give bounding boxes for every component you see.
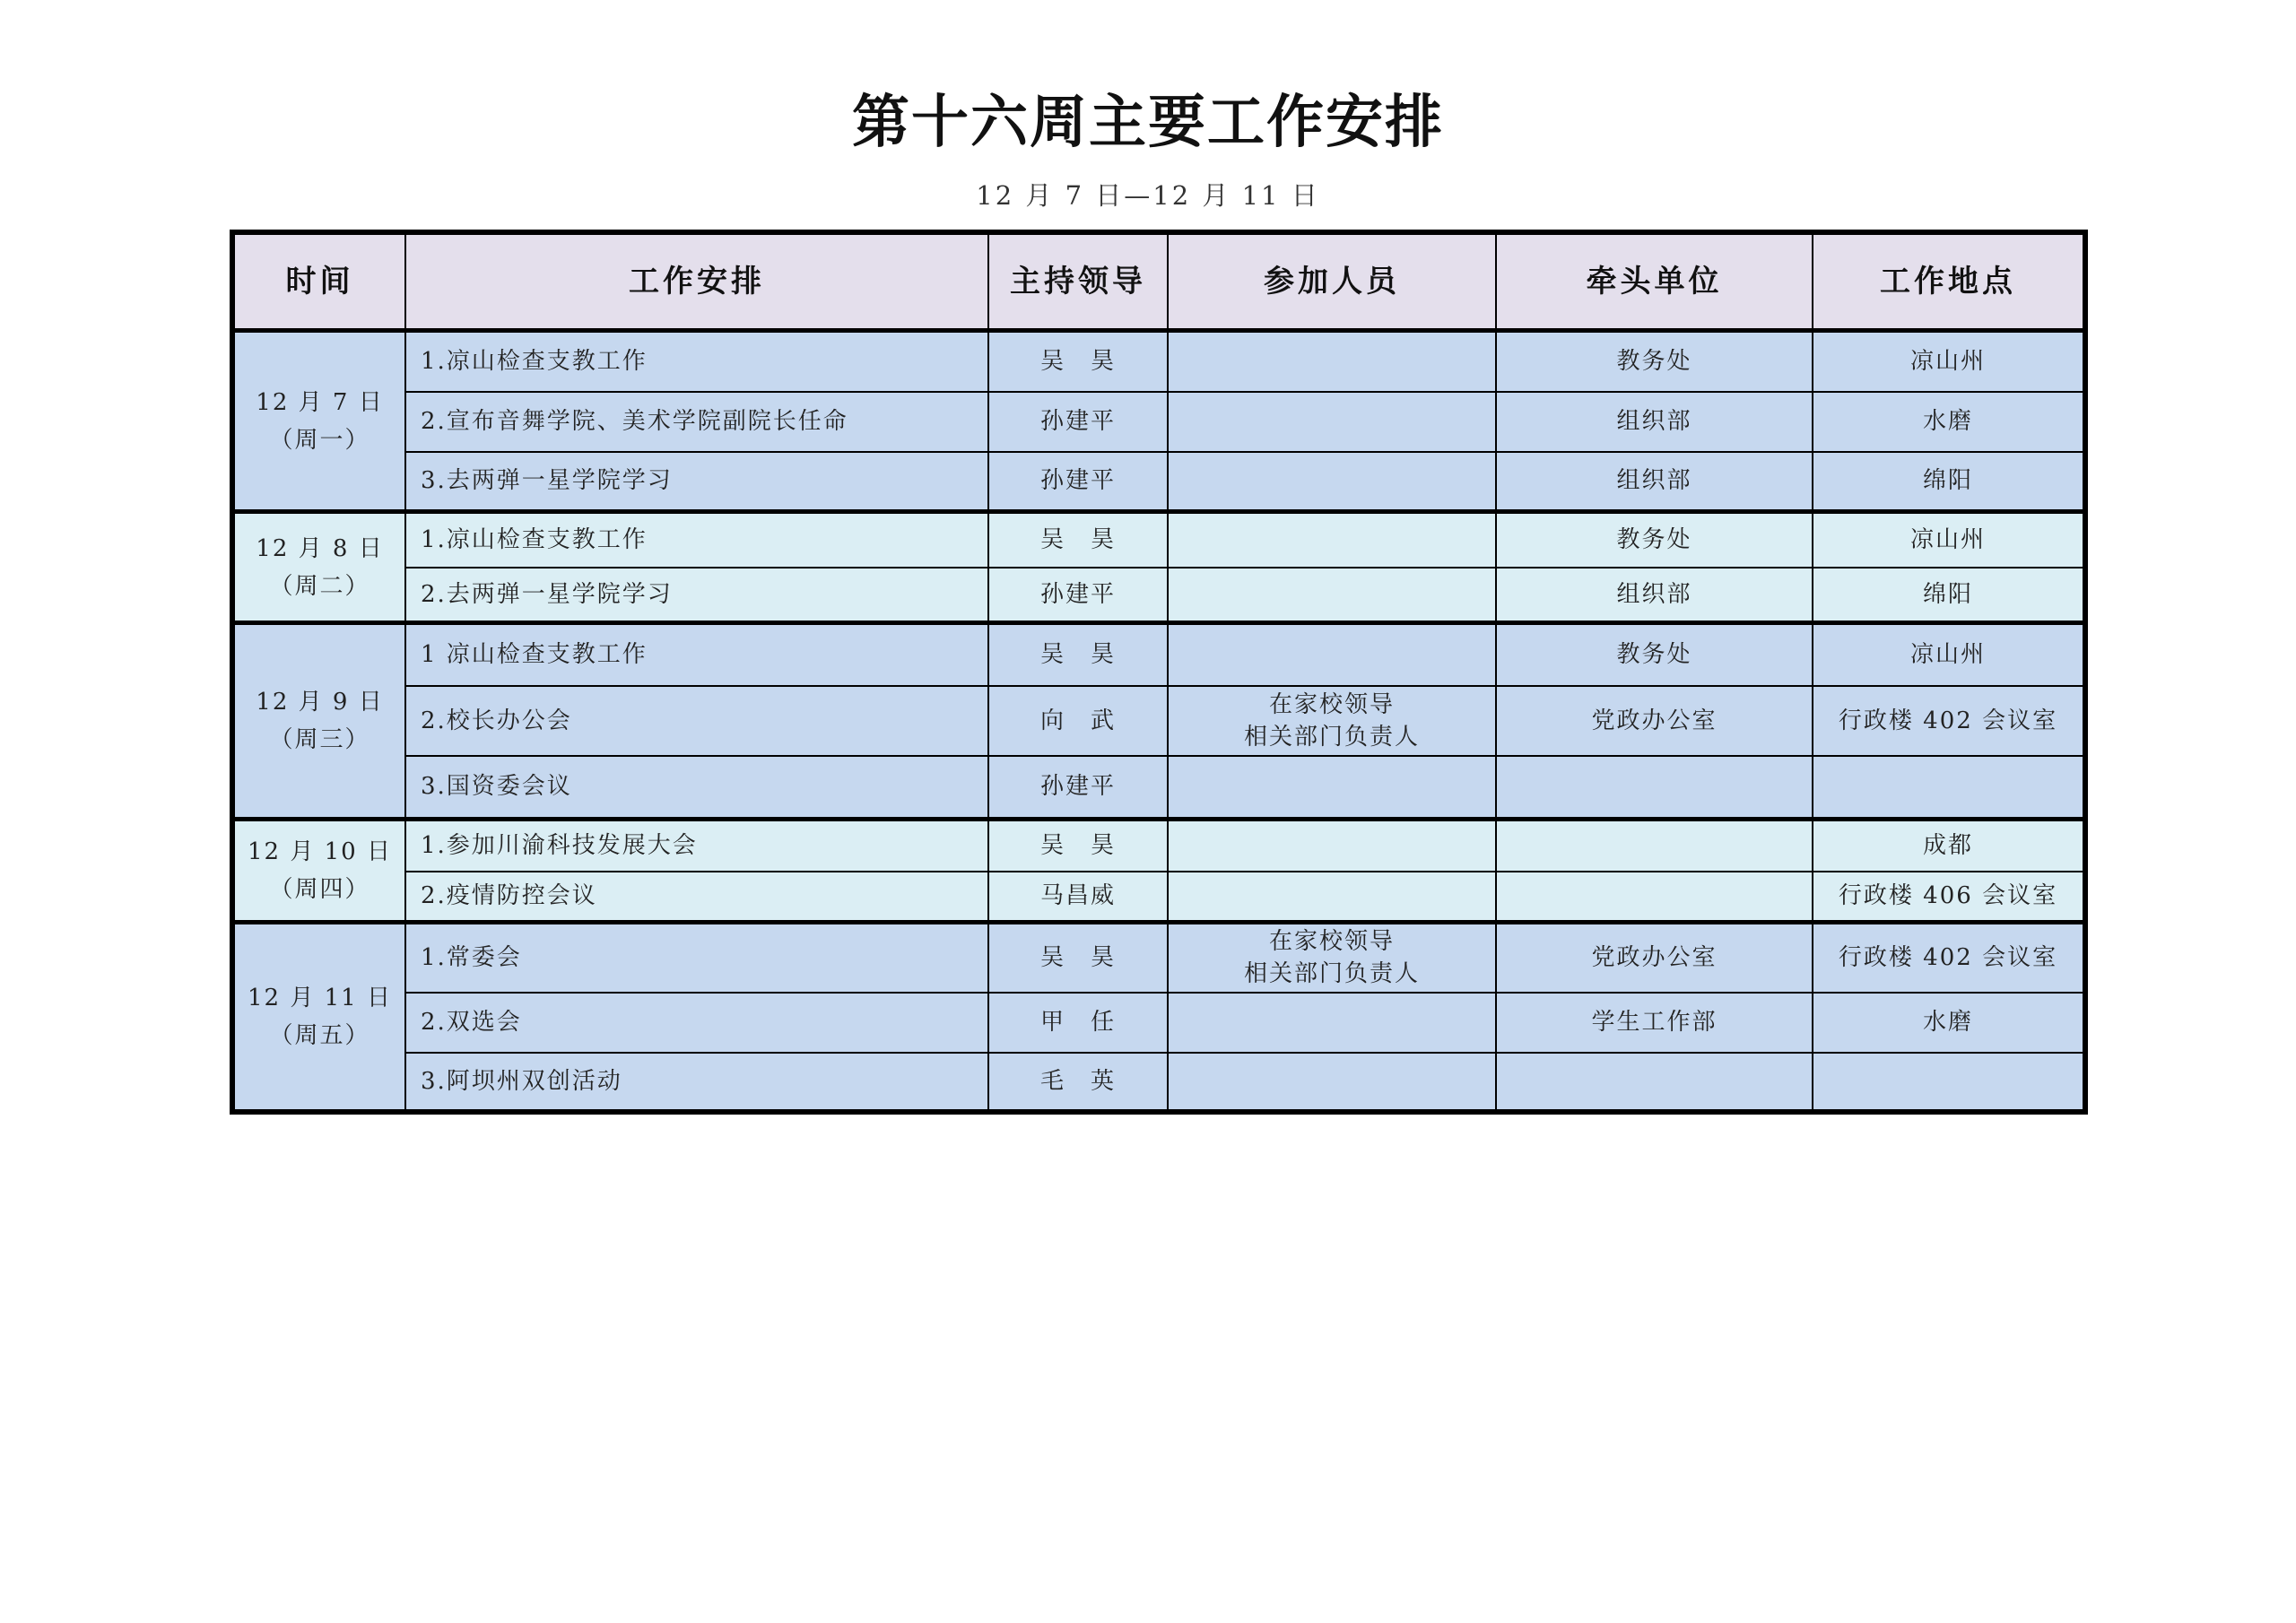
day-weekday: （周一） (269, 426, 370, 454)
location-cell: 凉山州 (1813, 512, 2085, 568)
day-weekday: （周四） (269, 876, 370, 903)
lead-unit-cell (1496, 1053, 1813, 1112)
location-cell: 凉山州 (1813, 623, 2085, 686)
header-time: 时间 (232, 232, 405, 331)
work-item: 2.双选会 (405, 993, 988, 1053)
work-item: 3.去两弹一星学院学习 (405, 452, 988, 512)
host-cell: 毛 英 (988, 1053, 1168, 1112)
page-title: 第十六周主要工作安排 (852, 89, 1444, 156)
table-row (232, 872, 2085, 923)
lead-unit-cell (1496, 872, 1813, 923)
work-item: 1.常委会 (405, 923, 988, 993)
location-cell (1813, 1053, 2085, 1112)
location-cell: 行政楼 402 会议室 (1813, 923, 2085, 993)
day-weekday: （周五） (269, 1021, 370, 1049)
participants-line: 在家校领导 (1268, 690, 1395, 718)
participants-cell (1168, 993, 1496, 1053)
location-cell: 成都 (1813, 820, 2085, 872)
host-cell: 马昌威 (988, 872, 1168, 923)
participants-cell (1168, 686, 1496, 756)
participants-cell (1168, 331, 1496, 392)
participants-cell (1168, 1053, 1496, 1112)
day-date: 12 月 8 日 (256, 534, 384, 562)
work-item: 2.校长办公会 (405, 686, 988, 756)
host-cell: 孙建平 (988, 452, 1168, 512)
work-item: 3.国资委会议 (405, 756, 988, 820)
host-cell: 吴 昊 (988, 331, 1168, 392)
header-row (232, 232, 2085, 331)
day-cell (232, 623, 405, 820)
header-lead-unit: 牵头单位 (1496, 232, 1813, 331)
day-cell (232, 820, 405, 923)
host-cell: 向 武 (988, 686, 1168, 756)
host-cell: 吴 昊 (988, 512, 1168, 568)
participants-line: 相关部门负责人 (1243, 723, 1420, 751)
day-weekday: （周三） (269, 726, 370, 753)
day-cell (232, 923, 405, 1112)
lead-unit-cell: 组织部 (1496, 568, 1813, 623)
table-row (232, 452, 2085, 512)
lead-unit-cell: 教务处 (1496, 512, 1813, 568)
table-row (232, 331, 2085, 392)
participants-cell (1168, 452, 1496, 512)
date-range: 12 月 7 日—12 月 11 日 (976, 180, 1320, 211)
location-cell: 行政楼 402 会议室 (1813, 686, 2085, 756)
schedule-table (230, 230, 2088, 1115)
day-date: 12 月 10 日 (248, 838, 392, 865)
participants-cell (1168, 923, 1496, 993)
lead-unit-cell: 组织部 (1496, 392, 1813, 452)
work-item: 2.疫情防控会议 (405, 872, 988, 923)
day-cell (232, 512, 405, 623)
host-cell: 吴 昊 (988, 923, 1168, 993)
host-cell: 孙建平 (988, 392, 1168, 452)
lead-unit-cell: 党政办公室 (1496, 923, 1813, 993)
work-item: 1.凉山检查支教工作 (405, 512, 988, 568)
lead-unit-cell: 组织部 (1496, 452, 1813, 512)
table-row (232, 568, 2085, 623)
lead-unit-cell (1496, 756, 1813, 820)
lead-unit-cell (1496, 820, 1813, 872)
participants-cell (1168, 872, 1496, 923)
location-cell: 绵阳 (1813, 452, 2085, 512)
header-participants: 参加人员 (1168, 232, 1496, 331)
location-cell: 水磨 (1813, 392, 2085, 452)
participants-line: 相关部门负责人 (1243, 960, 1420, 988)
table-row (232, 623, 2085, 686)
location-cell: 水磨 (1813, 993, 2085, 1053)
work-item: 3.阿坝州双创活动 (405, 1053, 988, 1112)
header-location: 工作地点 (1813, 232, 2085, 331)
location-cell: 凉山州 (1813, 331, 2085, 392)
location-cell: 绵阳 (1813, 568, 2085, 623)
header-work: 工作安排 (405, 232, 988, 331)
participants-cell (1168, 568, 1496, 623)
participants-cell (1168, 820, 1496, 872)
day-cell (232, 331, 405, 512)
lead-unit-cell: 教务处 (1496, 623, 1813, 686)
table-row (232, 686, 2085, 756)
lead-unit-cell: 教务处 (1496, 331, 1813, 392)
work-item: 1.参加川渝科技发展大会 (405, 820, 988, 872)
work-item: 2.宣布音舞学院、美术学院副院长任命 (405, 392, 988, 452)
participants-line: 在家校领导 (1268, 928, 1395, 956)
host-cell: 吴 昊 (988, 820, 1168, 872)
work-item: 2.去两弹一星学院学习 (405, 568, 988, 623)
table-row (232, 392, 2085, 452)
lead-unit-cell: 党政办公室 (1496, 686, 1813, 756)
day-weekday: （周二） (269, 572, 370, 600)
location-cell: 行政楼 406 会议室 (1813, 872, 2085, 923)
work-item: 1.凉山检查支教工作 (405, 331, 988, 392)
work-item: 1 凉山检查支教工作 (405, 623, 988, 686)
schedule-body (232, 331, 2085, 1112)
table-row (232, 820, 2085, 872)
participants-cell (1168, 512, 1496, 568)
day-date: 12 月 11 日 (248, 984, 392, 1011)
table-row (232, 1053, 2085, 1112)
table-row (232, 923, 2085, 993)
table-row (232, 756, 2085, 820)
table-row (232, 993, 2085, 1053)
participants-cell (1168, 756, 1496, 820)
host-cell: 甲 任 (988, 993, 1168, 1053)
host-cell: 孙建平 (988, 756, 1168, 820)
day-date: 12 月 7 日 (256, 388, 384, 416)
table-row (232, 512, 2085, 568)
lead-unit-cell: 学生工作部 (1496, 993, 1813, 1053)
header-host: 主持领导 (988, 232, 1168, 331)
participants-cell (1168, 392, 1496, 452)
day-date: 12 月 9 日 (256, 689, 384, 716)
participants-cell (1168, 623, 1496, 686)
location-cell (1813, 756, 2085, 820)
host-cell: 吴 昊 (988, 623, 1168, 686)
host-cell: 孙建平 (988, 568, 1168, 623)
